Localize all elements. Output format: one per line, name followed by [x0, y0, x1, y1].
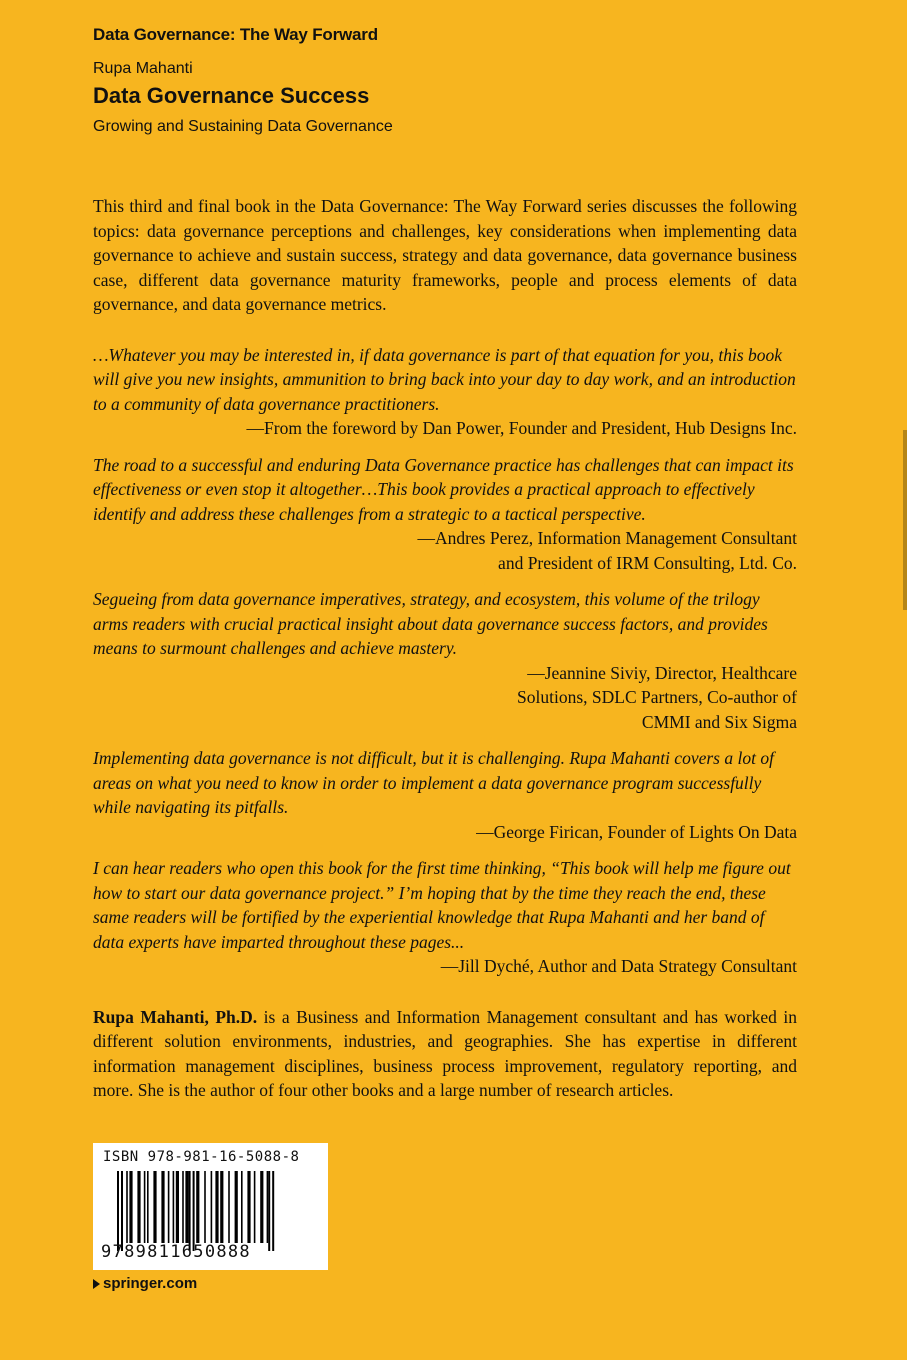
barcode-guard-bar [121, 1171, 123, 1251]
author-name: Rupa Mahanti [93, 60, 193, 77]
endorsement-quote [93, 343, 797, 441]
quote-text: Implementing data governance is not difficult, but it is challenging. Rupa Mahanti covers a lot of areas on what you need to know in order to implement a data governance program successfully while navigating its pitfalls. [93, 748, 774, 817]
barcode-bar [235, 1171, 238, 1243]
book-subtitle: Growing and Sustaining Data Governance [93, 118, 393, 135]
quote-attribution: —From the foreword by Dan Power, Founder and President, Hub Designs Inc. [246, 418, 797, 438]
endorsement-quote [93, 587, 797, 734]
barcode-bar [168, 1171, 170, 1243]
barcode-bar [228, 1171, 230, 1243]
barcode-bar [241, 1171, 243, 1243]
barcode-bar [153, 1171, 156, 1243]
barcode-bar [173, 1171, 175, 1243]
barcode-bar [126, 1171, 128, 1243]
back-cover-text [93, 194, 797, 1103]
barcode-bar [247, 1171, 250, 1243]
arrow-right-icon [93, 1279, 100, 1289]
barcode-bar [185, 1171, 188, 1243]
endorsement-quote [93, 856, 797, 979]
cover-header [93, 22, 393, 138]
barcode-bar [211, 1171, 213, 1243]
publisher-link[interactable] [93, 1275, 197, 1292]
publisher-url: springer.com [103, 1275, 198, 1292]
barcode-digits: 9789811650888 [101, 1242, 251, 1262]
barcode-bar [220, 1171, 223, 1243]
quote-attribution: —Andres Perez, Information Management Consultant and President of IRM Consulting, Ltd. Co. [417, 528, 797, 573]
barcode-bar [196, 1171, 199, 1243]
barcode-bar [147, 1171, 149, 1243]
barcode-bar [144, 1171, 146, 1243]
barcode-bar [254, 1171, 256, 1243]
barcode-bar [129, 1171, 132, 1243]
barcode-guard-bar [272, 1171, 274, 1251]
page-edge [903, 430, 907, 610]
barcode-guard-bar [193, 1171, 195, 1251]
barcode-guard-bar [189, 1171, 191, 1251]
book-title: Data Governance Success [93, 83, 370, 108]
isbn-barcode [93, 1143, 328, 1270]
series-title: Data Governance: The Way Forward [93, 25, 378, 44]
barcode-bar [161, 1171, 164, 1243]
isbn-label: ISBN 978-981-16-5088-8 [103, 1149, 300, 1165]
barcode-guard-bar [117, 1171, 119, 1251]
barcode-bar [176, 1171, 179, 1243]
barcode-bar [260, 1171, 263, 1243]
endorsement-quote [93, 453, 797, 576]
barcode-guard-bar [268, 1171, 270, 1251]
quote-text: Segueing from data governance imperatives, strategy, and ecosystem, this volume of the trilogy arms readers with crucial practical insight about data governance success factors, and provides means to surmount challenges and achieve mastery. [93, 589, 768, 658]
quote-attribution: —George Firican, Founder of Lights On Data [476, 821, 797, 842]
barcode-bar [204, 1171, 206, 1243]
quote-text: I can hear readers who open this book for the first time thinking, “This book will help me figure out how to start our data governance project.” I’m hoping that by the time they reach the end, these same readers will be fortified by the experiential knowledge that Rupa Mahanti and her band of data experts have imparted throughout these pages... [93, 858, 791, 952]
quote-attribution: —Jeannine Siviy, Director, Healthcare Solutions, SDLC Partners, Co-author of CMMI and Six Sigma [517, 662, 797, 732]
endorsement-quote [93, 746, 797, 844]
barcode-bar [137, 1171, 140, 1243]
quote-attribution: —Jill Dyché, Author and Data Strategy Consultant [440, 956, 797, 976]
author-bio [93, 1005, 797, 1103]
book-description: This third and final book in the Data Governance: The Way Forward series discusses the following topics: data governance perceptions and challenges, key considerations when implementing data governance to achieve and sustain success, strategy and data governance, data governance business case, different data governance maturity frameworks, people and process elements of data governance, and data governance metrics. [93, 196, 797, 314]
barcode-bar [215, 1171, 218, 1243]
bio-text: is a Business and Information Management consultant and has worked in different solution environments, industries, and geographies. She has expertise in different information management disciplines, business process improvement, regulatory reporting, and more. She is the author of four other books and a large number of research articles. [93, 1006, 797, 1100]
bio-author-name: Rupa Mahanti, Ph.D. [93, 1006, 258, 1027]
barcode-bar [267, 1171, 269, 1243]
quote-text: The road to a successful and enduring Data Governance practice has challenges that can impact its effectiveness or even stop it altogether…This book provides a practical approach to effectively identify and address these challenges from a strategic to a tactical perspective. [93, 454, 794, 524]
quote-text: …Whatever you may be interested in, if data governance is part of that equation for you, this book will give you new insights, ammunition to bring back into your day to day work, and an introduction to a community of data governance practitioners. [93, 344, 796, 414]
barcode-bar [182, 1171, 184, 1243]
